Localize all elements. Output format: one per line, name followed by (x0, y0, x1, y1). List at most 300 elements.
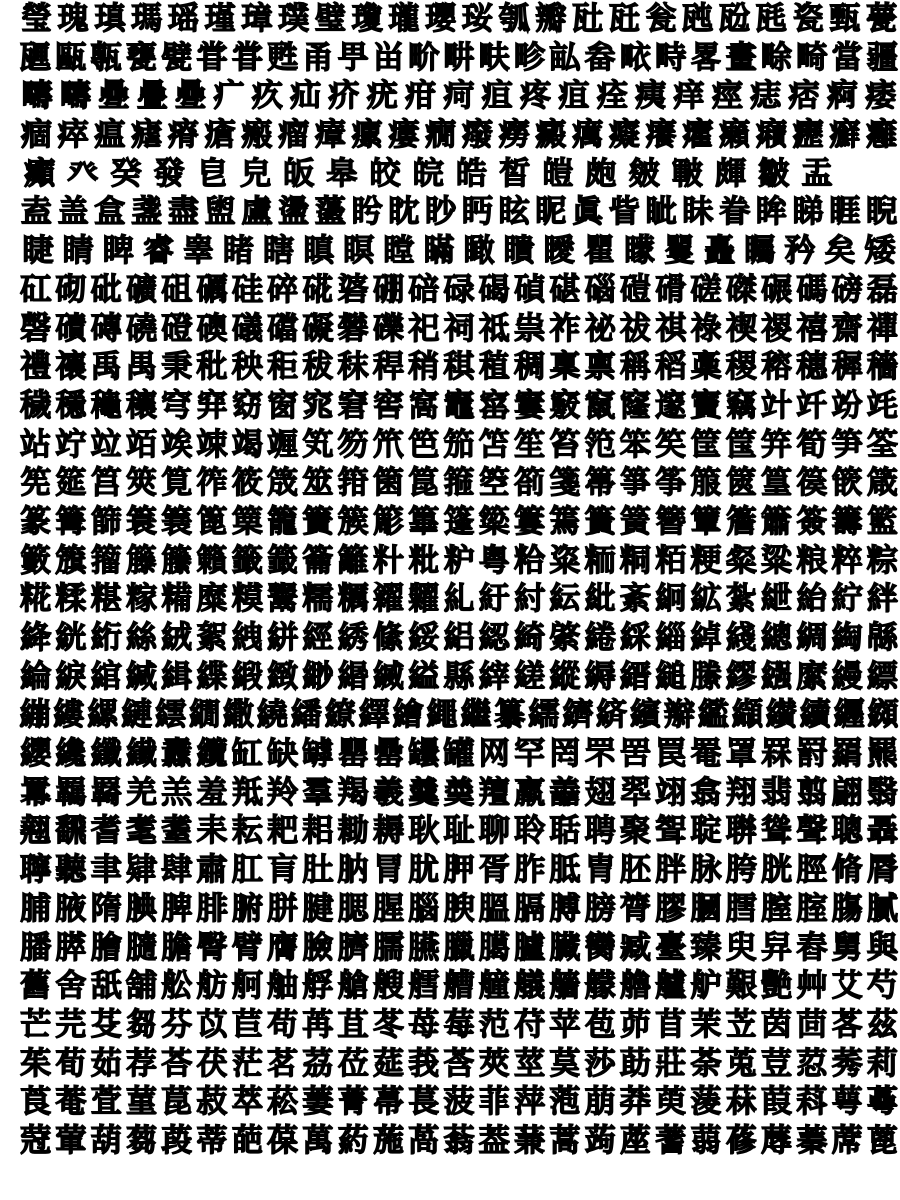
glyph: 竏 (796, 387, 828, 424)
glyph: 祕 (584, 310, 616, 347)
glyph: 葩 (231, 1122, 263, 1159)
glyph: 璧 (314, 1, 346, 37)
glyph: 羮 (443, 774, 475, 811)
glyph: 稠 (514, 349, 546, 386)
glyph: 粹 (831, 542, 863, 579)
glyph: 苳 (372, 1006, 404, 1043)
glyph: 砒 (90, 271, 122, 308)
glyph: 罠 (655, 736, 687, 773)
glyph: 臺 (655, 929, 687, 966)
glyph: 眛 (682, 194, 714, 231)
glyph: 皈 (283, 155, 315, 192)
glyph: 瓣 (535, 1, 567, 37)
glyph: 篥 (231, 503, 263, 540)
glyph: 磽 (125, 310, 157, 347)
glyph: 翩 (831, 774, 863, 811)
glyph: 磧 (55, 310, 87, 347)
glyph: 荼 (690, 1045, 722, 1082)
glyph: 艫 (655, 968, 687, 1005)
glyph: 膓 (831, 890, 863, 927)
glyph: 簀 (302, 503, 334, 540)
glyph: 絽 (443, 620, 475, 656)
glyph: 胚 (619, 852, 651, 889)
glyph: 窕 (302, 387, 334, 424)
glyph: 莽 (619, 1084, 651, 1121)
glyph: 聒 (549, 813, 581, 850)
glyph: 睚 (829, 194, 861, 231)
glyph: 聟 (655, 813, 687, 850)
glyph: 龝 (90, 387, 122, 424)
glyph: 睇 (792, 194, 824, 231)
glyph: 癇 (425, 117, 457, 154)
glyph: 睿 (142, 233, 174, 270)
glyph: 稷 (725, 349, 757, 386)
glyph: 茱 (20, 1045, 52, 1082)
glyph: 箍 (443, 465, 475, 502)
glyph: 羇 (90, 774, 122, 811)
glyph: 腓 (196, 890, 228, 927)
glyph-row (18, 1006, 900, 1045)
glyph: 粲 (725, 542, 757, 579)
glyph: 籟 (196, 542, 228, 579)
glyph: 甅 (20, 39, 52, 76)
glyph: 菲 (478, 1084, 510, 1121)
glyph: 縺 (121, 697, 153, 734)
glyph: 莨 (20, 1084, 52, 1121)
glyph: 羣 (302, 774, 334, 811)
glyph: 籔 (20, 542, 52, 579)
glyph: 笞 (549, 426, 581, 463)
glyph: 脉 (690, 852, 722, 889)
glyph: 翆 (619, 774, 651, 811)
glyph: 甄 (829, 1, 861, 37)
glyph: 苞 (584, 1006, 616, 1043)
glyph: 綯 (831, 620, 863, 656)
glyph: 萪 (796, 1084, 828, 1121)
glyph: 膩 (866, 890, 898, 927)
glyph: 箋 (549, 465, 581, 502)
glyph-row (18, 348, 900, 387)
glyph: 稻 (655, 349, 687, 386)
glyph: 腟 (796, 890, 828, 927)
glyph: 甎 (90, 39, 122, 76)
glyph: 縻 (796, 658, 828, 695)
glyph: 网 (478, 736, 510, 773)
glyph: 礒 (231, 310, 263, 347)
glyph: 臙 (408, 929, 440, 966)
glyph: 罐 (443, 736, 475, 773)
glyph: 疽 (558, 78, 590, 115)
glyph: 疴 (443, 78, 475, 115)
glyph: 莵 (725, 1045, 757, 1082)
glyph: 磆 (655, 271, 687, 308)
glyph-row (18, 696, 900, 735)
glyph: 碼 (796, 271, 828, 308)
glyph: 瞠 (383, 233, 415, 270)
glyph: 糯 (302, 581, 334, 618)
glyph: 笙 (514, 426, 546, 463)
glyph: 筥 (90, 465, 122, 502)
glyph: 稍 (408, 349, 440, 386)
glyph: 筬 (267, 465, 299, 502)
glyph: 耘 (231, 813, 263, 850)
glyph: 罔 (549, 736, 581, 773)
glyph: 脣 (866, 852, 898, 889)
glyph: 茖 (831, 1006, 863, 1043)
glyph: 胙 (514, 852, 546, 889)
glyph: 瑶 (167, 1, 199, 37)
glyph: 耙 (267, 813, 299, 850)
glyph: 瘻 (388, 117, 420, 154)
glyph: 穰 (125, 387, 157, 424)
glyph: 盧 (241, 194, 273, 231)
glyph: 膵 (55, 929, 87, 966)
glyph: 縅 (372, 658, 404, 695)
glyph: 矍 (664, 233, 696, 270)
glyph: 纔 (55, 736, 87, 773)
glyph: 茗 (267, 1045, 299, 1082)
glyph: 稟 (549, 349, 581, 386)
glyph: 笘 (478, 426, 510, 463)
glyph: 瘠 (167, 117, 199, 154)
glyph: 羝 (231, 774, 263, 811)
glyph: 碚 (408, 271, 440, 308)
glyph: 瘤 (278, 117, 310, 154)
glyph: 紲 (761, 581, 793, 618)
glyph: 糺 (443, 581, 475, 618)
glyph: 腋 (55, 890, 87, 927)
glyph: 粨 (655, 542, 687, 579)
glyph: 緕 (596, 697, 628, 734)
glyph: 繞 (256, 697, 288, 734)
glyph: 翊 (655, 774, 687, 811)
glyph: 疸 (481, 78, 513, 115)
glyph: 禝 (761, 310, 793, 347)
glyph: 荀 (55, 1045, 87, 1082)
glyph: 笆 (408, 426, 440, 463)
glyph: 翳 (866, 774, 898, 811)
glyph: 肆 (161, 852, 193, 889)
glyph: 羂 (831, 736, 863, 773)
glyph: 舅 (831, 929, 863, 966)
glyph: 纎 (125, 736, 157, 773)
glyph: 蓐 (761, 1122, 793, 1159)
glyph: 竄 (584, 387, 616, 424)
glyph: 盞 (131, 194, 163, 231)
glyph: 癢 (645, 117, 677, 154)
glyph: 瞞 (423, 233, 455, 270)
glyph: 艾 (831, 968, 863, 1005)
glyph: 纈 (731, 697, 763, 734)
glyph: 莚 (372, 1045, 404, 1082)
glyph: 甞 (231, 39, 263, 76)
glyph: 箴 (866, 465, 898, 502)
glyph: 纐 (867, 697, 899, 734)
glyph: 篩 (90, 503, 122, 540)
glyph: 縒 (514, 658, 546, 695)
glyph: 耋 (161, 813, 193, 850)
glyph: 竝 (90, 426, 122, 463)
glyph: 皰 (585, 155, 617, 192)
glyph: 舮 (690, 968, 722, 1005)
glyph: 繪 (392, 697, 424, 734)
glyph: 艙 (337, 968, 369, 1005)
glyph: 眈 (388, 194, 420, 231)
glyph: 舳 (267, 968, 299, 1005)
glyph: 疇 (60, 78, 92, 115)
glyph: 籏 (55, 542, 87, 579)
glyph: 艱 (725, 968, 757, 1005)
glyph: 碾 (761, 271, 793, 308)
glyph: 秧 (231, 349, 263, 386)
glyph: 繦 (761, 658, 793, 695)
glyph: 睫 (22, 233, 54, 270)
glyph: 筅 (20, 465, 52, 502)
glyph: 碵 (514, 271, 546, 308)
glyph: 聲 (796, 813, 828, 850)
glyph: 磅 (831, 271, 863, 308)
glyph: 罎 (408, 736, 440, 773)
glyph: 續 (799, 697, 831, 734)
glyph: 睨 (866, 194, 898, 231)
glyph: 縲 (87, 697, 119, 734)
glyph-row (18, 774, 900, 813)
glyph: 眸 (755, 194, 787, 231)
glyph: 蘯 (314, 194, 346, 231)
glyph: 葯 (337, 1122, 369, 1159)
glyph: 絨 (161, 620, 193, 656)
glyph: 綸 (20, 658, 52, 695)
glyph-row (18, 812, 900, 851)
glyph: 舊 (20, 968, 52, 1005)
glyph: 蒭 (125, 1122, 157, 1159)
glyph: 臻 (690, 929, 722, 966)
glyph: 皙 (499, 155, 531, 192)
glyph: 糲 (337, 581, 369, 618)
glyph: 筮 (302, 465, 334, 502)
glyph: 祗 (478, 310, 510, 347)
glyph: 纜 (196, 736, 228, 773)
glyph: 胱 (761, 852, 793, 889)
glyph: 艷 (761, 968, 793, 1005)
glyph: 籥 (302, 542, 334, 579)
glyph: 窗 (267, 387, 299, 424)
glyph: 籵 (372, 542, 404, 579)
glyph: 癶 (67, 155, 99, 192)
glyph: 疆 (866, 39, 898, 76)
glyph: 竍 (761, 387, 793, 424)
glyph-row (18, 387, 900, 426)
glyph: 礙 (302, 310, 334, 347)
glyph: 緜 (866, 620, 898, 656)
glyph: 胯 (725, 852, 757, 889)
glyph-row (18, 464, 900, 503)
glyph: 癰 (866, 117, 898, 154)
glyph: 纃 (562, 697, 594, 734)
glyph: 甬 (302, 39, 334, 76)
glyph: 苙 (725, 1006, 757, 1043)
glyph-row (18, 271, 900, 310)
glyph: 臠 (584, 929, 616, 966)
glyph: 箙 (690, 465, 722, 502)
glyph: 畄 (372, 39, 404, 76)
glyph: 穃 (761, 349, 793, 386)
glyph: 翡 (761, 774, 793, 811)
glyph: 綏 (408, 620, 440, 656)
glyph: 瘢 (241, 117, 273, 154)
glyph: 稈 (372, 349, 404, 386)
glyph: 禊 (725, 310, 757, 347)
glyph: 艘 (372, 968, 404, 1005)
glyph: 絎 (90, 620, 122, 656)
glyph: 臟 (549, 929, 581, 966)
glyph: 艟 (478, 968, 510, 1005)
glyph: 艢 (549, 968, 581, 1005)
glyph: 臑 (372, 929, 404, 966)
glyph: 笵 (584, 426, 616, 463)
glyph: 縹 (866, 658, 898, 695)
glyph: 縟 (584, 658, 616, 695)
glyph: 笄 (761, 426, 793, 463)
glyph: 羈 (55, 774, 87, 811)
glyph: 瓊 (351, 1, 383, 37)
glyph: 窶 (514, 387, 546, 424)
glyph: 疊 (136, 78, 168, 115)
glyph: 箟 (408, 465, 440, 502)
glyph: 畤 (655, 39, 687, 76)
glyph: 縉 (619, 658, 651, 695)
glyph: 璋 (241, 1, 273, 37)
glyph: 綫 (725, 620, 757, 656)
glyph: 腮 (337, 890, 369, 927)
glyph: 簫 (761, 503, 793, 540)
glyph: 繼 (460, 697, 492, 734)
glyph: 菁 (337, 1084, 369, 1121)
glyph: 翅 (584, 774, 616, 811)
glyph: 疼 (520, 78, 552, 115)
glyph: 繙 (290, 697, 322, 734)
glyph: 礬 (337, 310, 369, 347)
glyph: 穢 (20, 387, 52, 424)
glyph: 笋 (831, 426, 863, 463)
glyph: 砠 (161, 271, 193, 308)
glyph: 茫 (231, 1045, 263, 1082)
glyph-row (18, 503, 900, 542)
glyph: 羃 (20, 774, 52, 811)
glyph: 荳 (761, 1045, 793, 1082)
glyph: 簣 (584, 503, 616, 540)
glyph: 蓖 (866, 1122, 898, 1159)
glyph: 甓 (161, 39, 193, 76)
glyph: 艝 (408, 968, 440, 1005)
glyph-row (18, 77, 900, 116)
glyph: 笨 (619, 426, 651, 463)
glyph: 絳 (20, 620, 52, 656)
glyph: 翔 (725, 774, 757, 811)
glyph: 硅 (231, 271, 263, 308)
glyph: 矇 (623, 233, 655, 270)
glyph: 痼 (20, 117, 52, 154)
glyph: 芍 (866, 968, 898, 1005)
glyph: 苡 (196, 1006, 228, 1043)
glyph: 箜 (478, 465, 510, 502)
glyph: 痿 (865, 78, 897, 115)
glyph: 罅 (302, 736, 334, 773)
glyph: 粃 (408, 542, 440, 579)
glyph-row (18, 39, 900, 78)
glyph: 繩 (426, 697, 458, 734)
glyph: 矼 (20, 271, 52, 308)
glyph: 緞 (231, 658, 263, 695)
glyph: 簟 (690, 503, 722, 540)
glyph: 繧 (155, 697, 187, 734)
glyph: 葮 (161, 1122, 193, 1159)
glyph: 繆 (725, 658, 757, 695)
glyph: 瓧 (572, 1, 604, 37)
glyph-row (18, 1045, 900, 1084)
glyph: 皚 (542, 155, 574, 192)
glyph: 膠 (655, 890, 687, 927)
glyph: 絛 (372, 620, 404, 656)
glyph: 絣 (267, 620, 299, 656)
glyph: 甼 (337, 39, 369, 76)
glyph: 聽 (55, 852, 87, 889)
glyph: 竓 (866, 387, 898, 424)
glyph: 翕 (690, 774, 722, 811)
glyph: 筺 (725, 426, 757, 463)
glyph-row (18, 619, 900, 658)
glyph: 皖 (412, 155, 444, 192)
glyph: 皋 (326, 155, 358, 192)
glyph: 翦 (796, 774, 828, 811)
glyph: 蓙 (619, 1122, 651, 1159)
glyph: 罩 (725, 736, 757, 773)
glyph: 冐 (372, 852, 404, 889)
glyph: 絋 (690, 581, 722, 618)
glyph: 紊 (619, 581, 651, 618)
glyph: 筵 (55, 465, 87, 502)
glyph: 苴 (337, 1006, 369, 1043)
glyph: 莠 (831, 1045, 863, 1082)
glyph: 癲 (24, 155, 56, 192)
glyph: 蓍 (655, 1122, 687, 1159)
glyph: 畧 (690, 39, 722, 76)
glyph: 瓏 (388, 1, 420, 37)
glyph: 眄 (461, 194, 493, 231)
glyph: 臍 (337, 929, 369, 966)
glyph-row (18, 1122, 900, 1161)
glyph: 腴 (443, 890, 475, 927)
glyph: 磔 (725, 271, 757, 308)
glyph: 菫 (125, 1084, 157, 1121)
glyph: 膾 (90, 929, 122, 966)
glyph: 竡 (125, 426, 157, 463)
glyph: 瘟 (94, 117, 126, 154)
glyph: 苺 (408, 1006, 440, 1043)
glyph: 畍 (408, 39, 440, 76)
glyph: 荵 (796, 1045, 828, 1082)
glyph: 痍 (635, 78, 667, 115)
glyph: 綰 (90, 658, 122, 695)
glyph: 膀 (584, 890, 616, 927)
glyph-row (18, 155, 900, 194)
glyph: 胖 (655, 852, 687, 889)
glyph: 繝 (189, 697, 221, 734)
glyph: 茲 (866, 1006, 898, 1043)
glyph: 苜 (655, 1006, 687, 1043)
glyph: 肬 (408, 852, 440, 889)
glyph: 睹 (223, 233, 255, 270)
